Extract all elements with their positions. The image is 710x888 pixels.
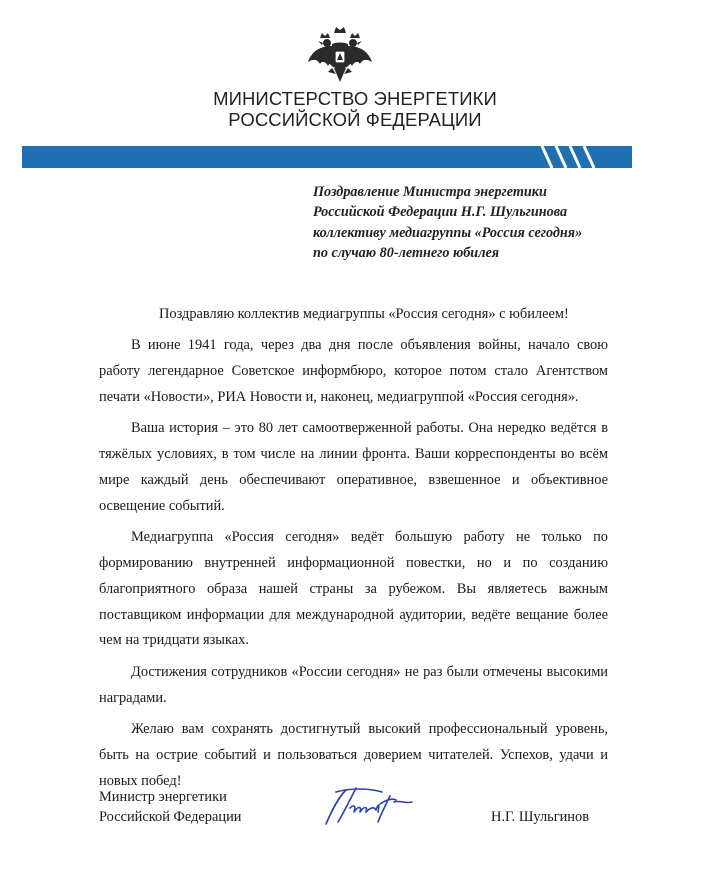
body-paragraph-1: В июне 1941 года, через два дня после объявления войны, начало свою работу легендарное Советское информбюро, которое потом стало Агентством печати «Новости», РИА Новости и, наконец, медиагруппой «Россия сегодня». <box>99 337 608 405</box>
body-paragraph-2: Ваша история – это 80 лет самоотверженной работы. Она нередко ведётся в тяжёлых условиях, в том числе на линии фронта. Ваши корреспонденты во всём мире каждый день обеспечивают оперативное, взвешенное и объективное освещение событий. <box>99 420 608 514</box>
heading-line-3: коллективу медиагруппы «Россия сегодня» <box>313 224 583 241</box>
header-band <box>22 146 632 168</box>
signer-position <box>99 787 241 827</box>
stripes-icon <box>536 146 606 168</box>
ministry-name <box>0 88 710 130</box>
letter-body <box>99 302 608 800</box>
body-paragraph-3: Медиагруппа «Россия сегодня» ведёт большую работу не только по формированию внутренней информационной повестки, но и по созданию благоприятного образа нашей страны за рубежом. Вы являетесь важным поставщиком информации для международной аудитории, ведёте вещание более чем на тридцати языках. <box>99 529 608 649</box>
signer-name: Н.Г. Шульгинов <box>491 809 589 825</box>
handwritten-signature-icon <box>316 782 420 828</box>
body-paragraph-5: Желаю вам сохранять достигнутый высокий профессиональный уровень, быть на острие событий и пользоваться доверием читателей. Успехов, удачи и новых побед! <box>99 720 608 789</box>
body-paragraph-4: Достижения сотрудников «России сегодня» не раз были отмечены высокими наградами. <box>99 663 608 706</box>
coat-of-arms-icon <box>306 24 374 86</box>
letter-heading <box>313 182 643 264</box>
heading-line-2: Российской Федерации Н.Г. Шульгинова <box>313 204 568 221</box>
signer-position-line-1: Министр энергетики <box>99 789 227 805</box>
ministry-line-1: МИНИСТЕРСТВО ЭНЕРГЕТИКИ <box>213 88 497 109</box>
greeting-paragraph: Поздравляю коллектив медиагруппы «Россия сегодня» с юбилеем! <box>159 306 569 322</box>
heading-line-4: по случаю 80-летнего юбилея <box>313 245 500 262</box>
ministry-line-2: РОССИЙСКОЙ ФЕДЕРАЦИИ <box>228 109 482 130</box>
signer-position-line-2: Российской Федерации <box>99 809 242 825</box>
heading-line-1: Поздравление Министра энергетики <box>313 184 547 200</box>
